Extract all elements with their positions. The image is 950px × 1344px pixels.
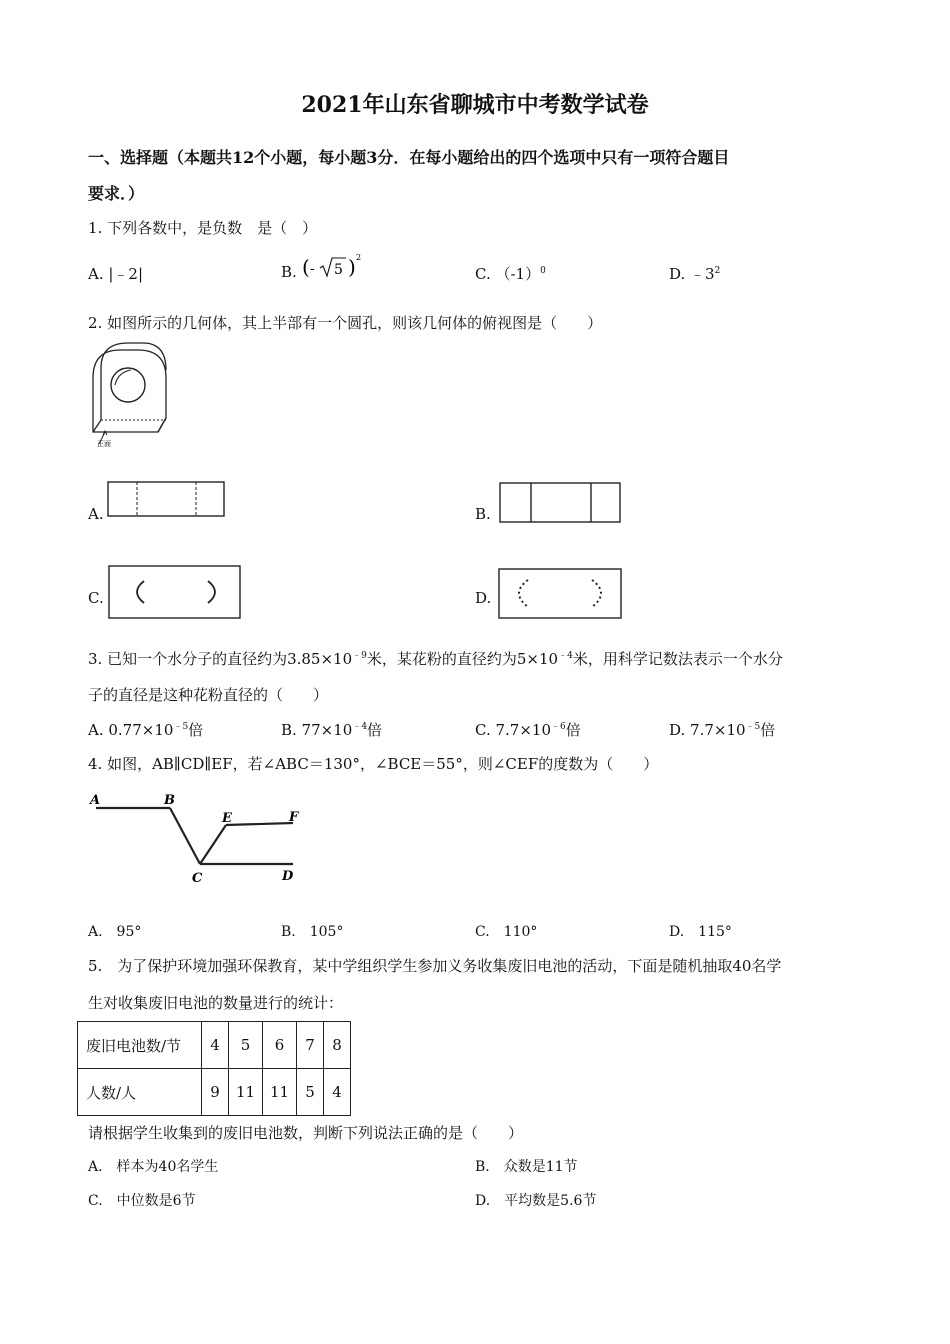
q4-label-d: D: [282, 869, 294, 884]
q3-option-b-unit: 倍: [367, 721, 383, 739]
table-cell: 9: [202, 1069, 229, 1116]
q3-option-d-text: D. 7.7×10: [669, 721, 746, 739]
table-cell: 4: [202, 1022, 229, 1069]
q3-stem-part1: 3. 已知一个水分子的直径约为3.85×10: [88, 650, 353, 668]
q3-option-c-unit: 倍: [565, 721, 581, 739]
table-row-header: 废旧电池数/节: [78, 1022, 202, 1069]
q3-stem-line1: [88, 648, 783, 669]
q5-option-c: C. 中位数是6节: [88, 1193, 196, 1209]
q3-option-a-text: A. 0.77×10: [88, 721, 174, 739]
q3-exp2: ﹣4: [558, 651, 573, 661]
q2-option-d-label: D.: [475, 589, 492, 607]
q1-option-c-text: C. （-1）: [475, 265, 541, 283]
q1-option-d: [669, 263, 720, 284]
table-cell: 5: [297, 1069, 324, 1116]
q4-option-a: A. 95°: [88, 924, 142, 940]
q4-label-b: B: [164, 793, 175, 808]
q3-option-d-unit: 倍: [760, 721, 776, 739]
q4-label-c: C: [192, 871, 203, 886]
q3-option-a-exp: ﹣5: [173, 722, 189, 732]
table-row: [78, 1069, 351, 1116]
q4-option-c: C. 110°: [475, 924, 538, 940]
table-cell: 7: [297, 1022, 324, 1069]
q4-option-b: B. 105°: [281, 924, 344, 940]
q3-option-b: [281, 719, 382, 740]
table-cell: 4: [324, 1069, 351, 1116]
q3-exp1: ﹣9: [352, 651, 367, 661]
q1-stem: 1. 下列各数中，是负数 是（ ）: [88, 219, 318, 237]
q5-option-a: A. 样本为40名学生: [88, 1159, 219, 1175]
page-title: 2021年山东省聊城市中考数学试卷: [301, 92, 649, 118]
q4-label-e: E: [222, 811, 232, 826]
q5-stats-table: [77, 1021, 351, 1116]
q3-option-b-exp: ﹣4: [352, 722, 368, 732]
q2-option-c-label: C.: [88, 589, 104, 607]
svg-text:(: (: [302, 255, 310, 279]
q1-option-d-text: D. ﹣3: [669, 265, 715, 283]
q3-stem-part2: 米，某花粉的直径约为5×10: [366, 650, 559, 668]
q3-stem-part3: 米，用科学记数法表示一个水分: [572, 650, 783, 668]
table-row: [78, 1022, 351, 1069]
q5-question: 请根据学生收集到的废旧电池数，判断下列说法正确的是（ ）: [88, 1124, 524, 1142]
section-heading: 一、选择题（本题共12个小题，每小题3分．在每小题给出的四个选项中只有一项符合题目: [88, 148, 730, 167]
sqrt-expression-icon: [302, 252, 362, 284]
table-cell: 11: [263, 1069, 297, 1116]
q2-option-c-figure: [108, 565, 243, 622]
q2-option-b-label: B.: [475, 505, 491, 523]
table-row-header: 人数/人: [78, 1069, 202, 1116]
q4-label-a: A: [90, 793, 101, 808]
q2-option-a-figure: [107, 481, 227, 519]
q3-option-b-text: B. 77×10: [281, 721, 353, 739]
q2-option-a-label: A.: [88, 505, 104, 523]
q2-figure-label: 正面: [97, 440, 111, 448]
q2-option-b-figure: [499, 482, 623, 524]
q4-stem: 4. 如图，AB∥CD∥EF，若∠ABC＝130°，∠BCE＝55°，则∠CEF的度数为（ ）: [88, 755, 659, 773]
svg-text:-: -: [310, 261, 315, 277]
q3-option-c: [475, 719, 581, 740]
table-cell: 8: [324, 1022, 351, 1069]
table-cell: 6: [263, 1022, 297, 1069]
q5-option-b: B. 众数是11节: [475, 1159, 578, 1175]
q2-geometry-figure: [88, 340, 178, 450]
q3-option-d: [669, 719, 775, 740]
q1-option-b-label: B.: [281, 263, 297, 281]
q1-option-c-exp: 0: [540, 266, 546, 276]
q1-option-a: A. |﹣2|: [88, 265, 144, 283]
svg-text:5: 5: [334, 262, 343, 278]
q3-option-d-exp: ﹣5: [745, 722, 761, 732]
section-heading-cont: 要求．）: [88, 184, 145, 203]
q1-option-d-exp: 2: [714, 266, 721, 276]
q3-option-c-exp: ﹣6: [551, 722, 566, 732]
q4-label-f: F: [289, 810, 299, 825]
table-cell: 5: [229, 1022, 263, 1069]
q3-option-a: [88, 719, 203, 740]
q5-stem-line2: 生对收集废旧电池的数量进行的统计：: [88, 994, 344, 1012]
q5-stem-line1: 5. 为了保护环境加强环保教育，某中学组织学生参加义务收集废旧电池的活动，下面是随机抽取40名学: [88, 957, 782, 975]
q1-option-b: [281, 263, 297, 281]
q1-option-c: [475, 263, 546, 284]
q2-stem: 2. 如图所示的几何体，其上半部有一个圆孔，则该几何体的俯视图是（ ）: [88, 314, 603, 332]
q3-option-a-unit: 倍: [188, 721, 204, 739]
table-cell: 11: [229, 1069, 263, 1116]
q5-option-d: D. 平均数是5.6节: [475, 1193, 597, 1209]
q3-stem-line2: 子的直径是这种花粉直径的（ ）: [88, 686, 329, 704]
q4-option-d: D. 115°: [669, 924, 732, 940]
svg-text:2: 2: [356, 253, 362, 262]
q3-option-c-text: C. 7.7×10: [475, 721, 551, 739]
svg-text:): ): [348, 255, 356, 279]
q2-option-d-figure: [498, 568, 624, 620]
q4-parallel-lines-figure: [88, 790, 308, 890]
